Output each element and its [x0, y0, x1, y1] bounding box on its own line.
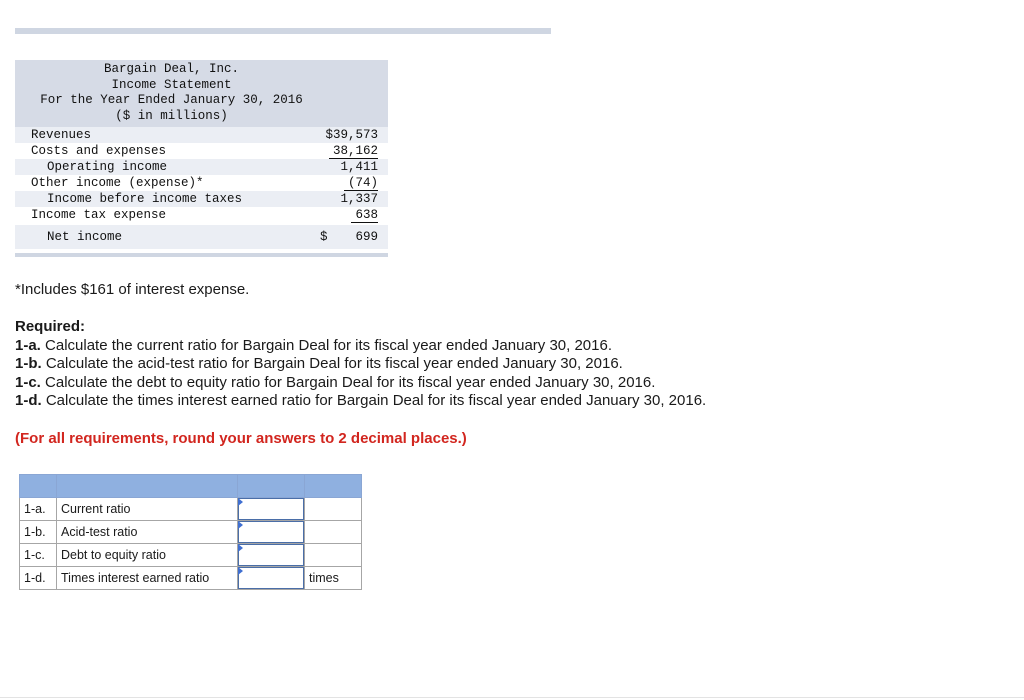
- answer-label: Current ratio: [57, 498, 238, 521]
- company-name: Bargain Deal, Inc.: [103, 62, 240, 76]
- required-item-id: 1-b.: [15, 355, 42, 372]
- header-cell: [57, 475, 238, 498]
- statement-row-revenues: [15, 127, 388, 143]
- answer-table-header: [20, 475, 362, 498]
- footnote: *Includes $161 of interest expense.: [15, 281, 250, 298]
- input-flag-icon: [238, 498, 243, 506]
- answer-cell: [238, 567, 305, 590]
- row-amount: 1,337: [340, 192, 378, 206]
- answer-row-times-interest-earned: [20, 567, 362, 590]
- answer-id: 1-c.: [20, 544, 57, 567]
- row-amount: 638: [351, 208, 378, 223]
- row-amount: 1,411: [340, 160, 378, 174]
- row-label: Revenues: [31, 128, 92, 142]
- input-flag-icon: [238, 544, 243, 552]
- answer-id: 1-d.: [20, 567, 57, 590]
- header-cell: [305, 475, 362, 498]
- answer-unit: [305, 544, 362, 567]
- required-item-text: Calculate the acid-test ratio for Bargain Deal for its fiscal year ended January 30, 2016.: [45, 355, 623, 372]
- row-amount: 699: [355, 230, 378, 244]
- required-item-text: Calculate the current ratio for Bargain Deal for its fiscal year ended January 30, 2016.: [45, 336, 613, 354]
- header-cell: [20, 475, 57, 498]
- statement-units: ($ in millions): [115, 108, 228, 123]
- statement-row-costs: [15, 143, 388, 159]
- debt-to-equity-input[interactable]: [238, 544, 304, 566]
- required-item-text: Calculate the times interest earned ratio for Bargain Deal for its fiscal year ended January 30, 2016.: [45, 392, 707, 409]
- statement-row-operating-income: [15, 159, 388, 175]
- required-item-1c: [15, 374, 706, 393]
- row-label: Net income: [47, 230, 123, 244]
- answer-label: Debt to equity ratio: [57, 544, 238, 567]
- answer-label: Times interest earned ratio: [57, 567, 238, 590]
- answer-id: 1-a.: [20, 498, 57, 521]
- statement-row-other-income: [15, 175, 388, 191]
- required-item-id: 1-d.: [15, 392, 42, 409]
- answer-unit: [305, 498, 362, 521]
- answer-row-debt-to-equity: [20, 544, 362, 567]
- answer-cell: [238, 544, 305, 567]
- row-label: Costs and expenses: [31, 144, 167, 158]
- input-flag-icon: [238, 521, 243, 529]
- statement-row-income-tax: [15, 207, 388, 223]
- required-item-id: 1-c.: [15, 373, 41, 391]
- row-amount: (74): [344, 176, 378, 191]
- answer-label: Acid-test ratio: [57, 521, 238, 544]
- header-cell: [238, 475, 305, 498]
- statement-row-net-income: [15, 225, 388, 249]
- answer-cell: [238, 498, 305, 521]
- required-item-1a: [15, 337, 706, 356]
- row-amount: 38,162: [329, 144, 378, 159]
- required-item-1d: [15, 392, 706, 411]
- answer-row-current-ratio: [20, 498, 362, 521]
- acid-test-ratio-input[interactable]: [238, 521, 304, 543]
- row-label: Income tax expense: [31, 208, 167, 222]
- required-item-id: 1-a.: [15, 336, 41, 354]
- answer-unit: times: [305, 567, 362, 590]
- top-divider: [15, 28, 551, 34]
- required-item-1b: [15, 355, 706, 374]
- statement-title: Income Statement: [111, 77, 232, 92]
- answer-cell: [238, 521, 305, 544]
- current-ratio-input[interactable]: [238, 498, 304, 520]
- statement-row-income-before-taxes: [15, 191, 388, 207]
- rounding-note: (For all requirements, round your answers to 2 decimal places.): [15, 430, 467, 447]
- income-statement: [15, 60, 388, 257]
- statement-period: For the Year Ended January 30, 2016: [40, 93, 303, 107]
- required-section: [15, 318, 706, 411]
- bottom-divider: [0, 697, 1024, 698]
- required-title: Required:: [15, 318, 86, 335]
- answer-row-acid-test-ratio: [20, 521, 362, 544]
- statement-bottom-divider: [15, 253, 388, 257]
- answer-unit: [305, 521, 362, 544]
- row-currency: $: [320, 230, 328, 244]
- input-flag-icon: [238, 567, 243, 575]
- row-label: Operating income: [47, 160, 168, 174]
- row-amount: $39,573: [325, 128, 378, 142]
- answer-table: [19, 474, 362, 590]
- statement-header: [15, 60, 388, 127]
- row-label: Other income (expense)*: [31, 176, 204, 190]
- times-interest-earned-input[interactable]: [238, 567, 304, 589]
- required-item-text: Calculate the debt to equity ratio for Bargain Deal for its fiscal year ended January 30, 2016.: [45, 373, 656, 391]
- row-label: Income before income taxes: [47, 192, 243, 206]
- answer-id: 1-b.: [20, 521, 57, 544]
